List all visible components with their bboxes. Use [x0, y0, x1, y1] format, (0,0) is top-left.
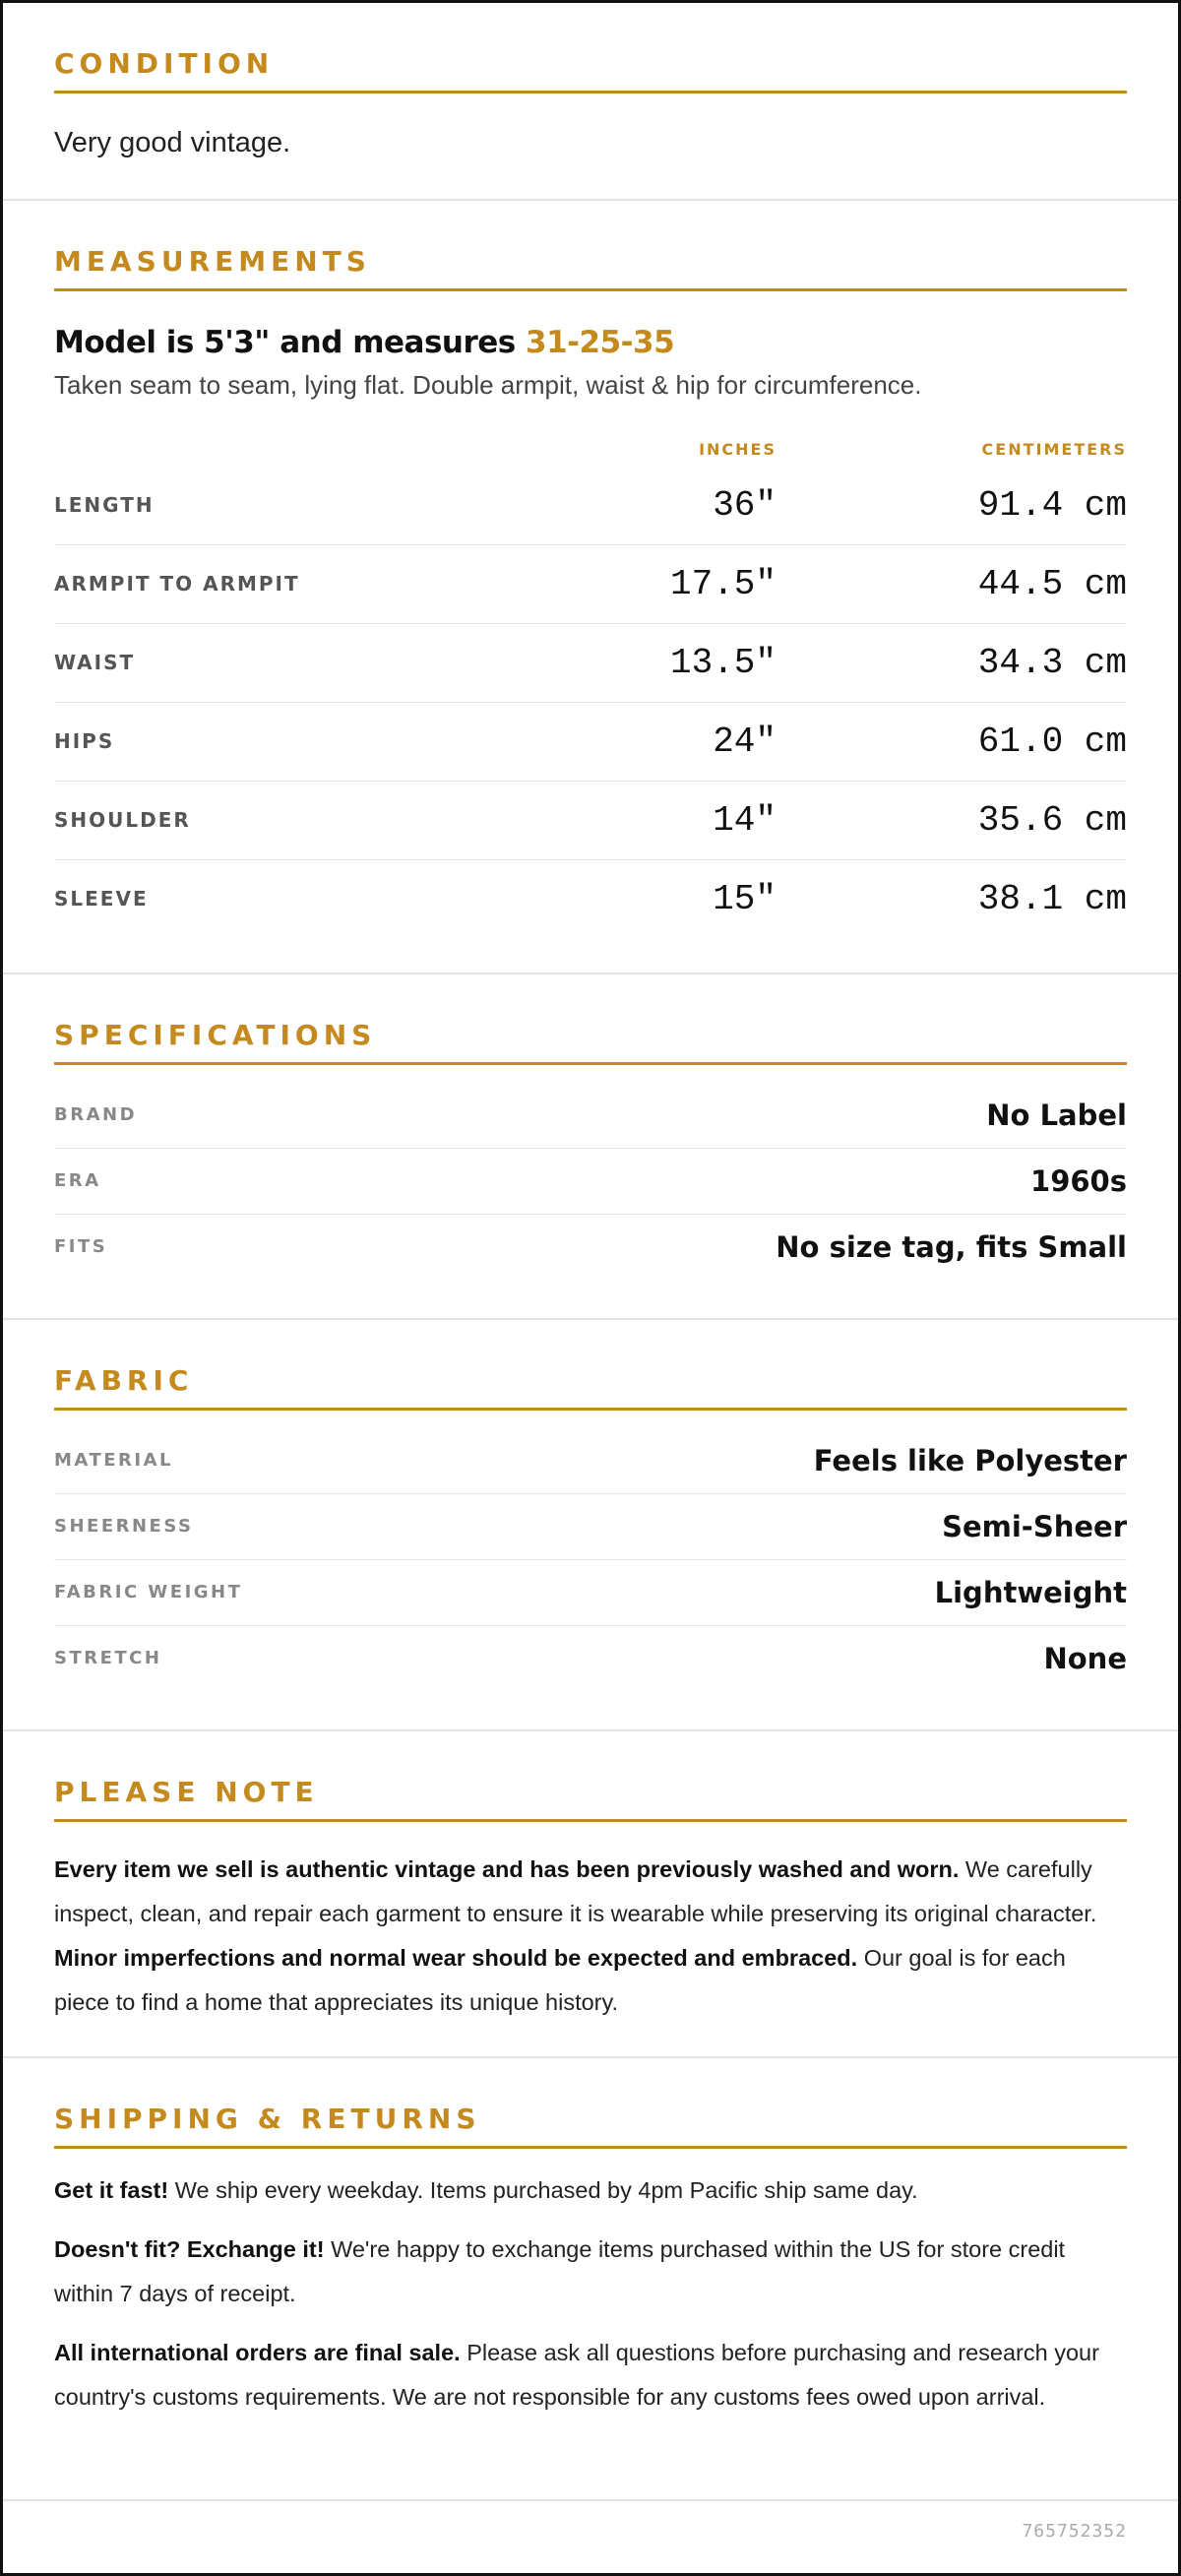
spec-value: No Label	[986, 1098, 1127, 1132]
shipping-paragraph-text: We ship every weekday. Items purchased by 4pm Pacific ship same day.	[168, 2176, 918, 2203]
specifications-section	[3, 974, 1178, 1320]
fabric-row	[54, 1494, 1127, 1560]
spec-row	[54, 1083, 1127, 1149]
measurement-row	[54, 624, 1127, 703]
spec-key: ERA	[54, 1170, 101, 1192]
fabric-value: Semi-Sheer	[942, 1509, 1127, 1543]
specifications-title: SPECIFICATIONS	[54, 1019, 1127, 1065]
shipping-returns-section	[3, 2058, 1178, 2501]
measurement-cm: 38.1 cm	[977, 878, 1127, 919]
fabric-section	[3, 1320, 1178, 1731]
shipping-paragraph	[54, 2228, 1127, 2316]
measurement-label: LENGTH	[54, 493, 155, 518]
note-text-inspect: We carefully inspect, clean, and repair each garment to ensure it is wearable while preserving its original character.	[54, 1855, 1097, 1926]
spec-value: No size tag, fits Small	[776, 1229, 1127, 1264]
shipping-paragraphs	[54, 2168, 1127, 2419]
measurement-row	[54, 467, 1127, 545]
shipping-returns-title: SHIPPING & RETURNS	[54, 2103, 1127, 2149]
measurement-row	[54, 860, 1127, 938]
item-id: 765752352	[1022, 2521, 1127, 2542]
fabric-key: STRETCH	[54, 1648, 162, 1669]
measurement-cm: 61.0 cm	[977, 721, 1127, 762]
please-note-title: PLEASE NOTE	[54, 1776, 1127, 1822]
fabric-value: Feels like Polyester	[813, 1443, 1127, 1477]
fabric-row	[54, 1428, 1127, 1494]
measurement-label: HIPS	[54, 729, 115, 754]
measurements-section	[3, 201, 1178, 974]
shipping-paragraph-text: Please ask all questions before purchasing and research your country's customs requirements. We are not responsible for any customs fees owed upon arrival.	[54, 2339, 1099, 2410]
measurement-label: ARMPIT TO ARMPIT	[54, 572, 300, 597]
condition-title: CONDITION	[54, 47, 1127, 94]
measurement-inches: 13.5"	[669, 642, 777, 683]
measurement-cm: 44.5 cm	[977, 563, 1127, 604]
measurements-header-row	[54, 440, 1127, 462]
measurement-row	[54, 782, 1127, 860]
measurements-table	[54, 467, 1127, 938]
note-text-goal: Our goal is for each piece to find a home that appreciates its unique history.	[54, 1944, 1066, 2015]
fabric-key: MATERIAL	[54, 1450, 173, 1472]
measurements-instructions: Taken seam to seam, lying flat. Double armpit, waist & hip for circumference.	[54, 369, 922, 400]
spec-value: 1960s	[1030, 1163, 1127, 1198]
fabric-key: SHEERNESS	[54, 1516, 194, 1538]
fabric-row	[54, 1560, 1127, 1626]
footer	[3, 2501, 1178, 2570]
spec-key: BRAND	[54, 1104, 138, 1126]
fabric-list	[54, 1428, 1127, 1691]
fabric-key: FABRIC WEIGHT	[54, 1582, 243, 1603]
shipping-paragraph-lead: Get it fast!	[54, 2176, 169, 2203]
shipping-paragraph	[54, 2331, 1127, 2419]
spec-row	[54, 1149, 1127, 1215]
model-measurements	[54, 325, 1127, 360]
measurement-label: WAIST	[54, 651, 136, 675]
note-bold-imperfections: Minor imperfections and normal wear should be expected and embraced.	[54, 1944, 858, 1971]
measurement-inches: 14"	[713, 799, 777, 841]
measurement-cm: 91.4 cm	[977, 484, 1127, 526]
measurement-cm: 35.6 cm	[977, 799, 1127, 841]
measurement-row	[54, 703, 1127, 782]
measurement-inches: 36"	[713, 484, 777, 526]
fabric-row	[54, 1626, 1127, 1691]
model-measurements-values: 31-25-35	[526, 324, 675, 360]
spec-key: FITS	[54, 1236, 108, 1258]
measurements-title: MEASUREMENTS	[54, 245, 1127, 291]
spec-row	[54, 1215, 1127, 1280]
measurement-label: SLEEVE	[54, 887, 149, 911]
inches-header: INCHES	[699, 439, 777, 459]
shipping-paragraph	[54, 2168, 1127, 2213]
measurement-inches: 17.5"	[669, 563, 777, 604]
centimeters-header: CENTIMETERS	[981, 439, 1127, 459]
shipping-paragraph-text: We're happy to exchange items purchased within the US for store credit within 7 days of receipt.	[54, 2235, 1066, 2306]
model-measurements-prefix: Model is 5'3" and measures	[54, 324, 527, 360]
shipping-paragraph-lead: Doesn't fit? Exchange it!	[54, 2235, 325, 2262]
measurements-header-spacer	[54, 440, 442, 462]
fabric-value: None	[1043, 1641, 1127, 1675]
specifications-list	[54, 1083, 1127, 1280]
measurement-label: SHOULDER	[54, 808, 191, 833]
shipping-paragraph-lead: All international orders are final sale.	[54, 2339, 461, 2365]
fabric-title: FABRIC	[54, 1364, 1127, 1411]
please-note-section	[3, 1731, 1178, 2058]
condition-section	[3, 3, 1178, 201]
measurement-inches: 24"	[713, 721, 777, 762]
condition-text: Very good vintage.	[54, 126, 291, 158]
fabric-value: Lightweight	[934, 1575, 1127, 1609]
measurement-inches: 15"	[713, 878, 777, 919]
please-note-text	[54, 1848, 1127, 2025]
measurement-cm: 34.3 cm	[977, 642, 1127, 683]
measurement-row	[54, 545, 1127, 624]
note-bold-authentic: Every item we sell is authentic vintage and has been previously washed and worn.	[54, 1855, 960, 1882]
